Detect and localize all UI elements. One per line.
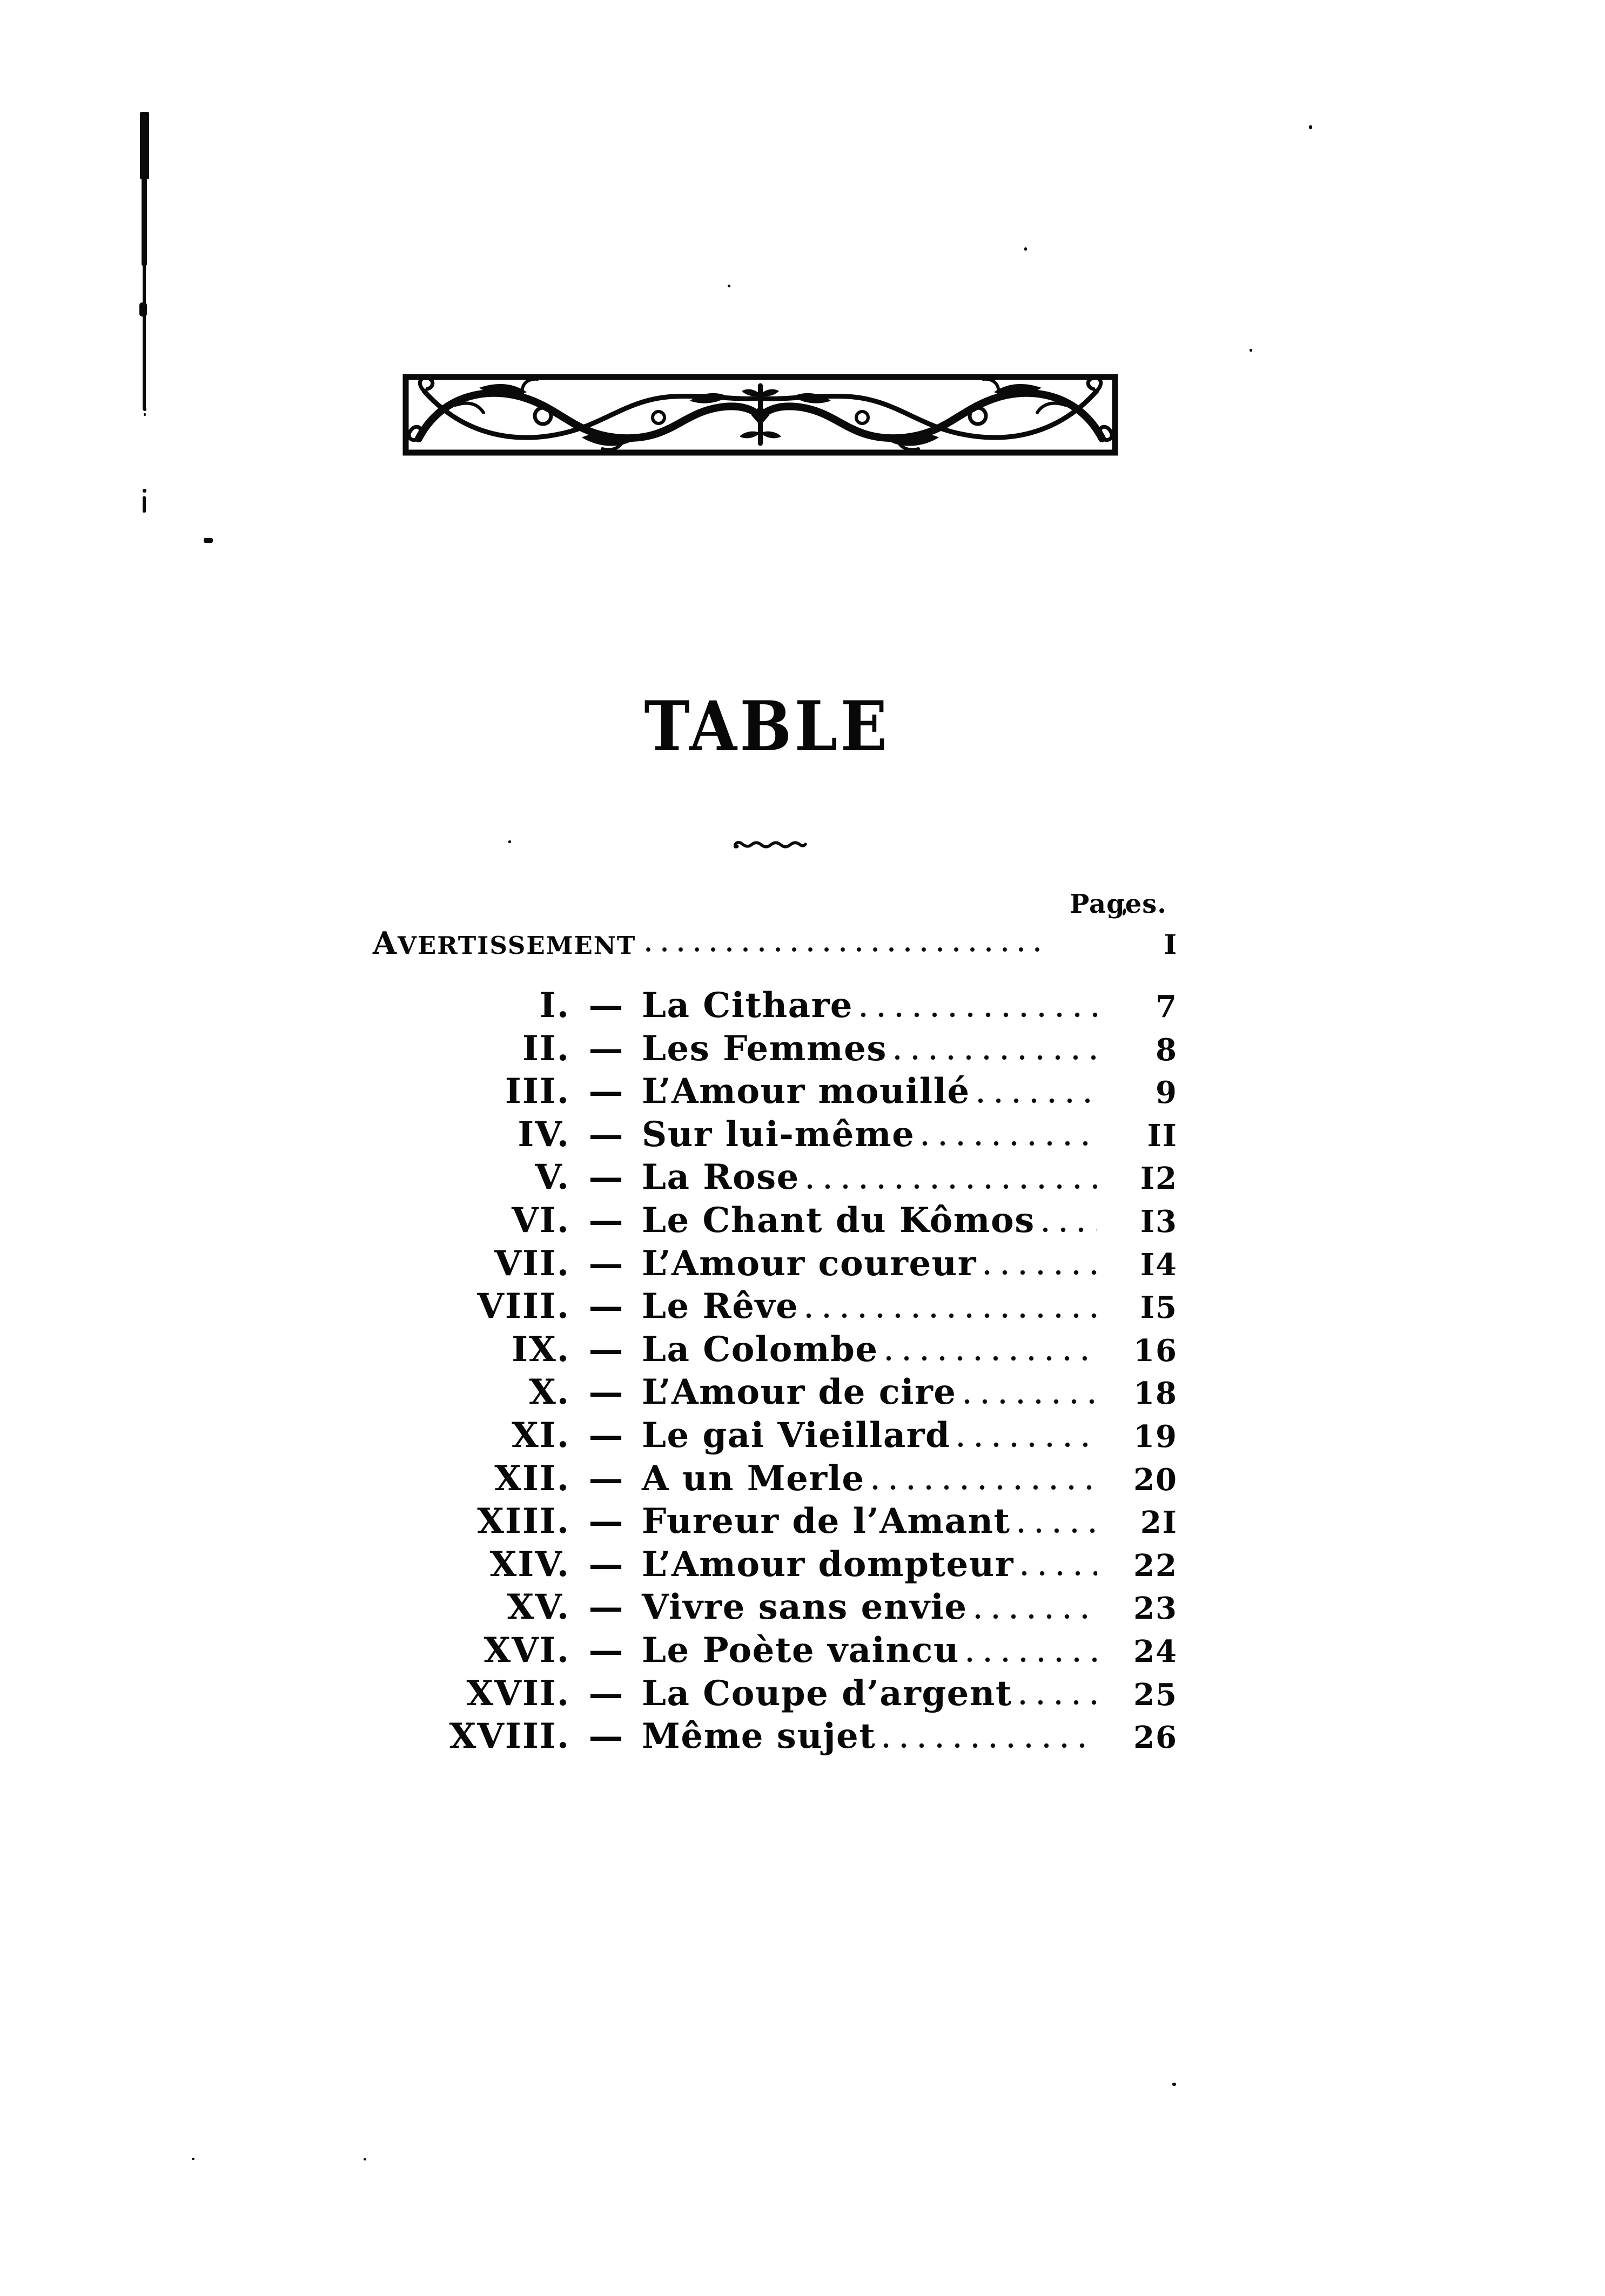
page-number: 22 — [1133, 1547, 1178, 1584]
entry-numeral: V. — [535, 1157, 570, 1198]
page-number: 25 — [1133, 1676, 1178, 1713]
entry-dash: — — [588, 1329, 623, 1370]
toc-entry-row — [373, 1629, 1178, 1672]
leader-dots — [964, 1398, 1098, 1405]
entry-title: Le Poète vaincu — [642, 1630, 959, 1671]
entry-title: Sur lui-même — [642, 1114, 915, 1155]
entry-dash: — — [588, 1716, 623, 1757]
entry-title: Même sujet — [642, 1716, 876, 1757]
entry-dash: — — [588, 1286, 623, 1327]
entry-dash: — — [588, 1587, 623, 1628]
leader-dots — [807, 1183, 1097, 1190]
entry-dash: — — [588, 1243, 623, 1284]
entry-title: Les Femmes — [642, 1028, 887, 1069]
page-number: 18 — [1133, 1376, 1178, 1412]
entry-dash: — — [588, 985, 623, 1026]
entry-title: L’Amour coureur — [642, 1243, 977, 1284]
entry-dash: — — [588, 1673, 623, 1714]
entry-numeral: III. — [505, 1071, 570, 1112]
wavy-rule-icon — [733, 838, 807, 853]
entry-dash: — — [588, 1415, 623, 1456]
page-number: 8 — [1156, 1032, 1178, 1068]
page-number: 20 — [1133, 1462, 1178, 1498]
leader-dots — [872, 1484, 1097, 1491]
toc-entry-row — [373, 1070, 1178, 1113]
toc-entry-row — [373, 1543, 1178, 1586]
page-number: 19 — [1133, 1418, 1178, 1455]
squiggle-divider — [733, 838, 807, 853]
toc-front-item — [373, 927, 1178, 960]
leader-dots — [1018, 1527, 1097, 1534]
pages-column-label: Pages. — [1070, 889, 1167, 919]
leader-dots — [861, 1012, 1097, 1018]
entry-numeral: XV. — [507, 1587, 570, 1628]
ornament-headpiece — [402, 373, 1118, 457]
toc-entry-row — [373, 1156, 1178, 1199]
toc-entry-row — [373, 1414, 1178, 1457]
toc-entry-row — [373, 1371, 1178, 1414]
entry-numeral: IV. — [518, 1114, 570, 1155]
entry-dash: — — [588, 1501, 623, 1542]
entry-title: L’Amour dompteur — [642, 1544, 1014, 1585]
leader-dots — [886, 1355, 1097, 1362]
leader-dots — [922, 1140, 1097, 1147]
toc-entry-row — [373, 1586, 1178, 1629]
entry-title: La Coupe d’argent — [642, 1673, 1012, 1714]
entry-dash: — — [588, 1114, 623, 1155]
entry-dash: — — [588, 1028, 623, 1069]
page-number: I4 — [1140, 1247, 1178, 1283]
toc-entry-row — [373, 1500, 1178, 1543]
toc-entry-row — [373, 1285, 1178, 1328]
entry-numeral: I. — [539, 985, 570, 1026]
entry-numeral: XI. — [512, 1415, 570, 1456]
entry-numeral: VII. — [494, 1243, 570, 1284]
entry-title: La Cithare — [642, 985, 853, 1026]
entry-numeral: XVIII. — [449, 1716, 570, 1757]
toc-entry-row — [373, 1113, 1178, 1156]
entry-title: La Rose — [642, 1157, 800, 1198]
front-item-label: AVERTISSEMENT — [373, 926, 636, 961]
entry-dash: — — [588, 1071, 623, 1112]
leader-dots — [1020, 1699, 1097, 1706]
page-number: 16 — [1133, 1332, 1178, 1369]
entry-title: La Colombe — [642, 1329, 878, 1370]
ornament-center-fleuron — [740, 386, 781, 443]
entry-dash: — — [588, 1458, 623, 1499]
leader-dots — [646, 947, 1051, 952]
entry-numeral: X. — [529, 1372, 570, 1413]
leader-dots — [967, 1657, 1097, 1663]
entry-dash: — — [588, 1200, 623, 1241]
entry-numeral: VIII. — [477, 1286, 570, 1327]
entry-dash: — — [588, 1157, 623, 1198]
toc-entry-row — [373, 1672, 1178, 1715]
leader-dots — [883, 1742, 1097, 1749]
page-number: I5 — [1140, 1290, 1178, 1326]
entry-title: Le gai Vieillard — [642, 1415, 951, 1456]
toc-entry-row — [373, 1027, 1178, 1070]
page-number: I — [1164, 928, 1178, 960]
leader-dots — [895, 1054, 1097, 1061]
page-number: 9 — [1156, 1075, 1178, 1111]
page-number: 24 — [1133, 1633, 1178, 1669]
leader-dots — [975, 1613, 1097, 1620]
page-number: I2 — [1140, 1161, 1178, 1197]
entry-title: Fureur de l’Amant — [642, 1501, 1011, 1542]
entry-numeral: XIII. — [477, 1501, 570, 1542]
page-title: TABLE — [644, 686, 890, 766]
entry-numeral: IX. — [512, 1329, 570, 1370]
toc-entry-row — [373, 1242, 1178, 1285]
page-number: 26 — [1133, 1720, 1178, 1756]
entry-numeral: XVII. — [466, 1673, 570, 1714]
toc-entry-row — [373, 984, 1178, 1027]
entry-dash: — — [588, 1372, 623, 1413]
entry-title: Le Chant du Kômos — [642, 1200, 1035, 1241]
toc-entry-row — [373, 1715, 1178, 1758]
leader-dots — [806, 1312, 1097, 1319]
entry-title: Le Rêve — [642, 1286, 799, 1327]
toc-entry-row — [373, 1457, 1178, 1500]
entry-numeral: XVI. — [483, 1630, 570, 1671]
leader-dots — [1043, 1227, 1097, 1233]
page-number: 23 — [1133, 1591, 1178, 1627]
page-number: I3 — [1140, 1203, 1178, 1240]
leader-dots — [978, 1097, 1097, 1104]
entry-numeral: VI. — [512, 1200, 570, 1241]
page-number: II — [1147, 1117, 1178, 1154]
toc-entry-row — [373, 1199, 1178, 1242]
entry-title: A un Merle — [642, 1458, 865, 1499]
toc-entries — [373, 984, 1178, 1758]
entry-dash: — — [588, 1630, 623, 1671]
entry-dash: — — [588, 1544, 623, 1585]
entry-title: Vivre sans envie — [642, 1587, 968, 1628]
entry-numeral: II. — [522, 1028, 570, 1069]
leader-dots — [984, 1269, 1097, 1276]
entry-title: L’Amour mouillé — [642, 1071, 970, 1112]
entry-numeral: XIV. — [489, 1544, 570, 1585]
toc-entry-row — [373, 1328, 1178, 1371]
page-number: 2I — [1140, 1505, 1178, 1541]
leader-dots — [1022, 1570, 1097, 1577]
leader-dots — [958, 1442, 1097, 1448]
page-number: 7 — [1156, 989, 1178, 1025]
entry-numeral: XII. — [494, 1458, 570, 1499]
entry-title: L’Amour de cire — [642, 1372, 957, 1413]
engraved-scrollwork-icon — [402, 373, 1118, 457]
